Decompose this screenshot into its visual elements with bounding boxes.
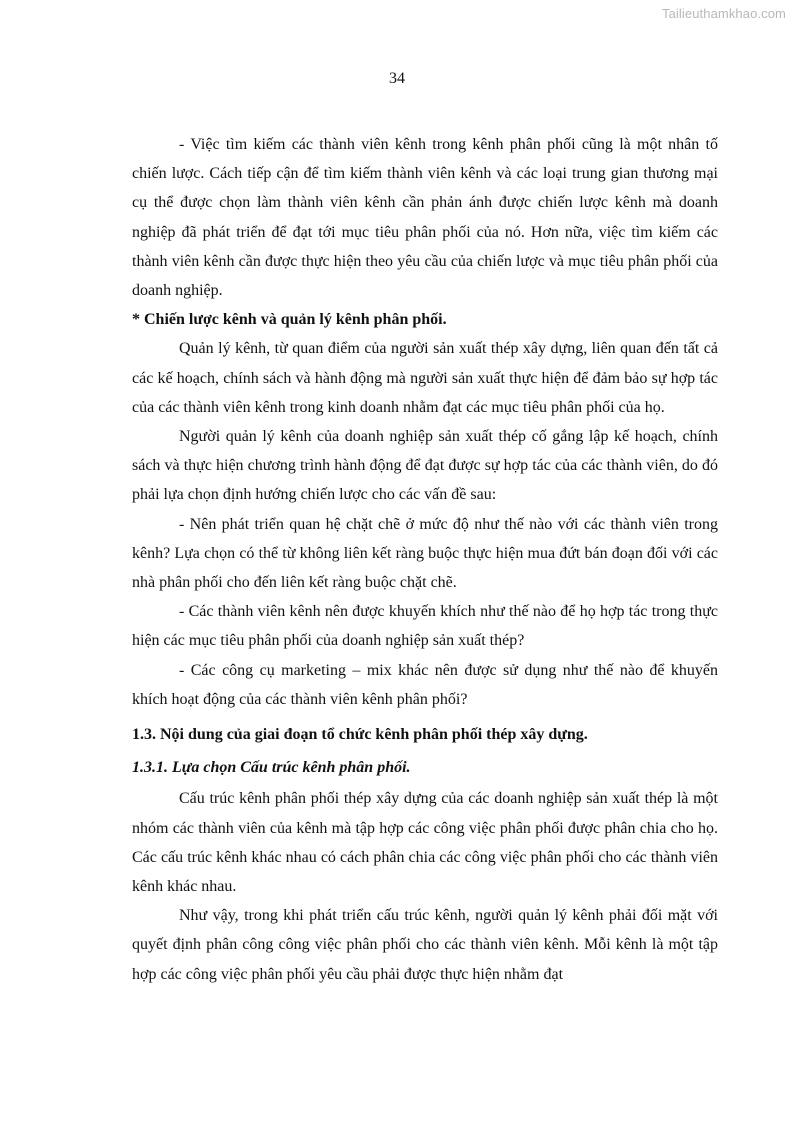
paragraph-channel-structure: Cấu trúc kênh phân phối thép xây dựng của các doanh nghiệp sản xuất thép là một nhóm các thành viên của kênh mà tập hợp các công việc phân phối được phân chia cho họ. Các cấu trúc kênh khác nhau có cách phân chia các công việc phân phối cho các thành viên kênh khác nhau.	[132, 790, 718, 896]
heading-channel-strategy: * Chiến lược kênh và quản lý kênh phân phối.	[132, 311, 447, 329]
page-number: 34	[389, 70, 405, 87]
paragraph-bullet-motivation: - Các thành viên kênh nên được khuyến khích như thế nào để họ hợp tác trong thực hiện các mục tiêu phân phối của doanh nghiệp sản xuất thép?	[132, 603, 718, 650]
paragraph-structure-development: Như vậy, trong khi phát triển cấu trúc kênh, người quản lý kênh phải đối mặt với quyết định phân công công việc phân phối cho các thành viên kênh. Mỗi kênh là một tập hợp các công việc phân phối yêu cầu phải được thực hiện nhằm đạt	[132, 907, 718, 983]
section-heading-1-3: 1.3. Nội dung của giai đoạn tổ chức kênh phân phối thép xây dựng.	[132, 726, 588, 744]
paragraph-bullet-relationship: - Nên phát triển quan hệ chặt chẽ ở mức độ như thế nào với các thành viên trong kênh? Lựa chọn có thể từ không liên kết ràng buộc thực hiện mua đứt bán đoạn đối với các nhà phân phối cho đến liên kết ràng buộc chặt chẽ.	[132, 515, 718, 592]
paragraph-channel-member-search: - Việc tìm kiếm các thành viên kênh trong kênh phân phối cũng là một nhân tố chiến lược. Cách tiếp cận để tìm kiếm thành viên kênh và các loại trung gian thương mại cụ thể được chọn làm thành viên kênh cần phản ánh được chiến lược kênh mà doanh nghiệp đã phát triển để đạt tới mục tiêu phân phối của nó. Hơn nữa, việc tìm kiếm các thành viên kênh cần được thực hiện theo yêu cầu của chiến lược và mục tiêu phân phối của doanh nghiệp.	[132, 136, 718, 300]
document-body	[132, 130, 718, 989]
subsection-heading-1-3-1: 1.3.1. Lựa chọn Cấu trúc kênh phân phối.	[132, 759, 411, 777]
paragraph-channel-management: Quản lý kênh, từ quan điểm của người sản xuất thép xây dựng, liên quan đến tất cả các kế hoạch, chính sách và hành động mà người sản xuất thực hiện để đảm bảo sự hợp tác của các thành viên kênh trong kinh doanh nhằm đạt các mục tiêu phân phối của họ.	[132, 340, 718, 416]
paragraph-bullet-marketing-mix: - Các công cụ marketing – mix khác nên được sử dụng như thế nào để khuyến khích hoạt động của các thành viên kênh phân phối?	[132, 661, 718, 708]
paragraph-channel-manager: Người quản lý kênh của doanh nghiệp sản xuất thép cố gắng lập kế hoạch, chính sách và thực hiện chương trình hành động để đạt được sự hợp tác của các thành viên, do đó phải lựa chọn định hướng chiến lược cho các vấn đề sau:	[132, 428, 718, 504]
watermark-text: Tailieuthamkhao.com	[661, 6, 786, 21]
